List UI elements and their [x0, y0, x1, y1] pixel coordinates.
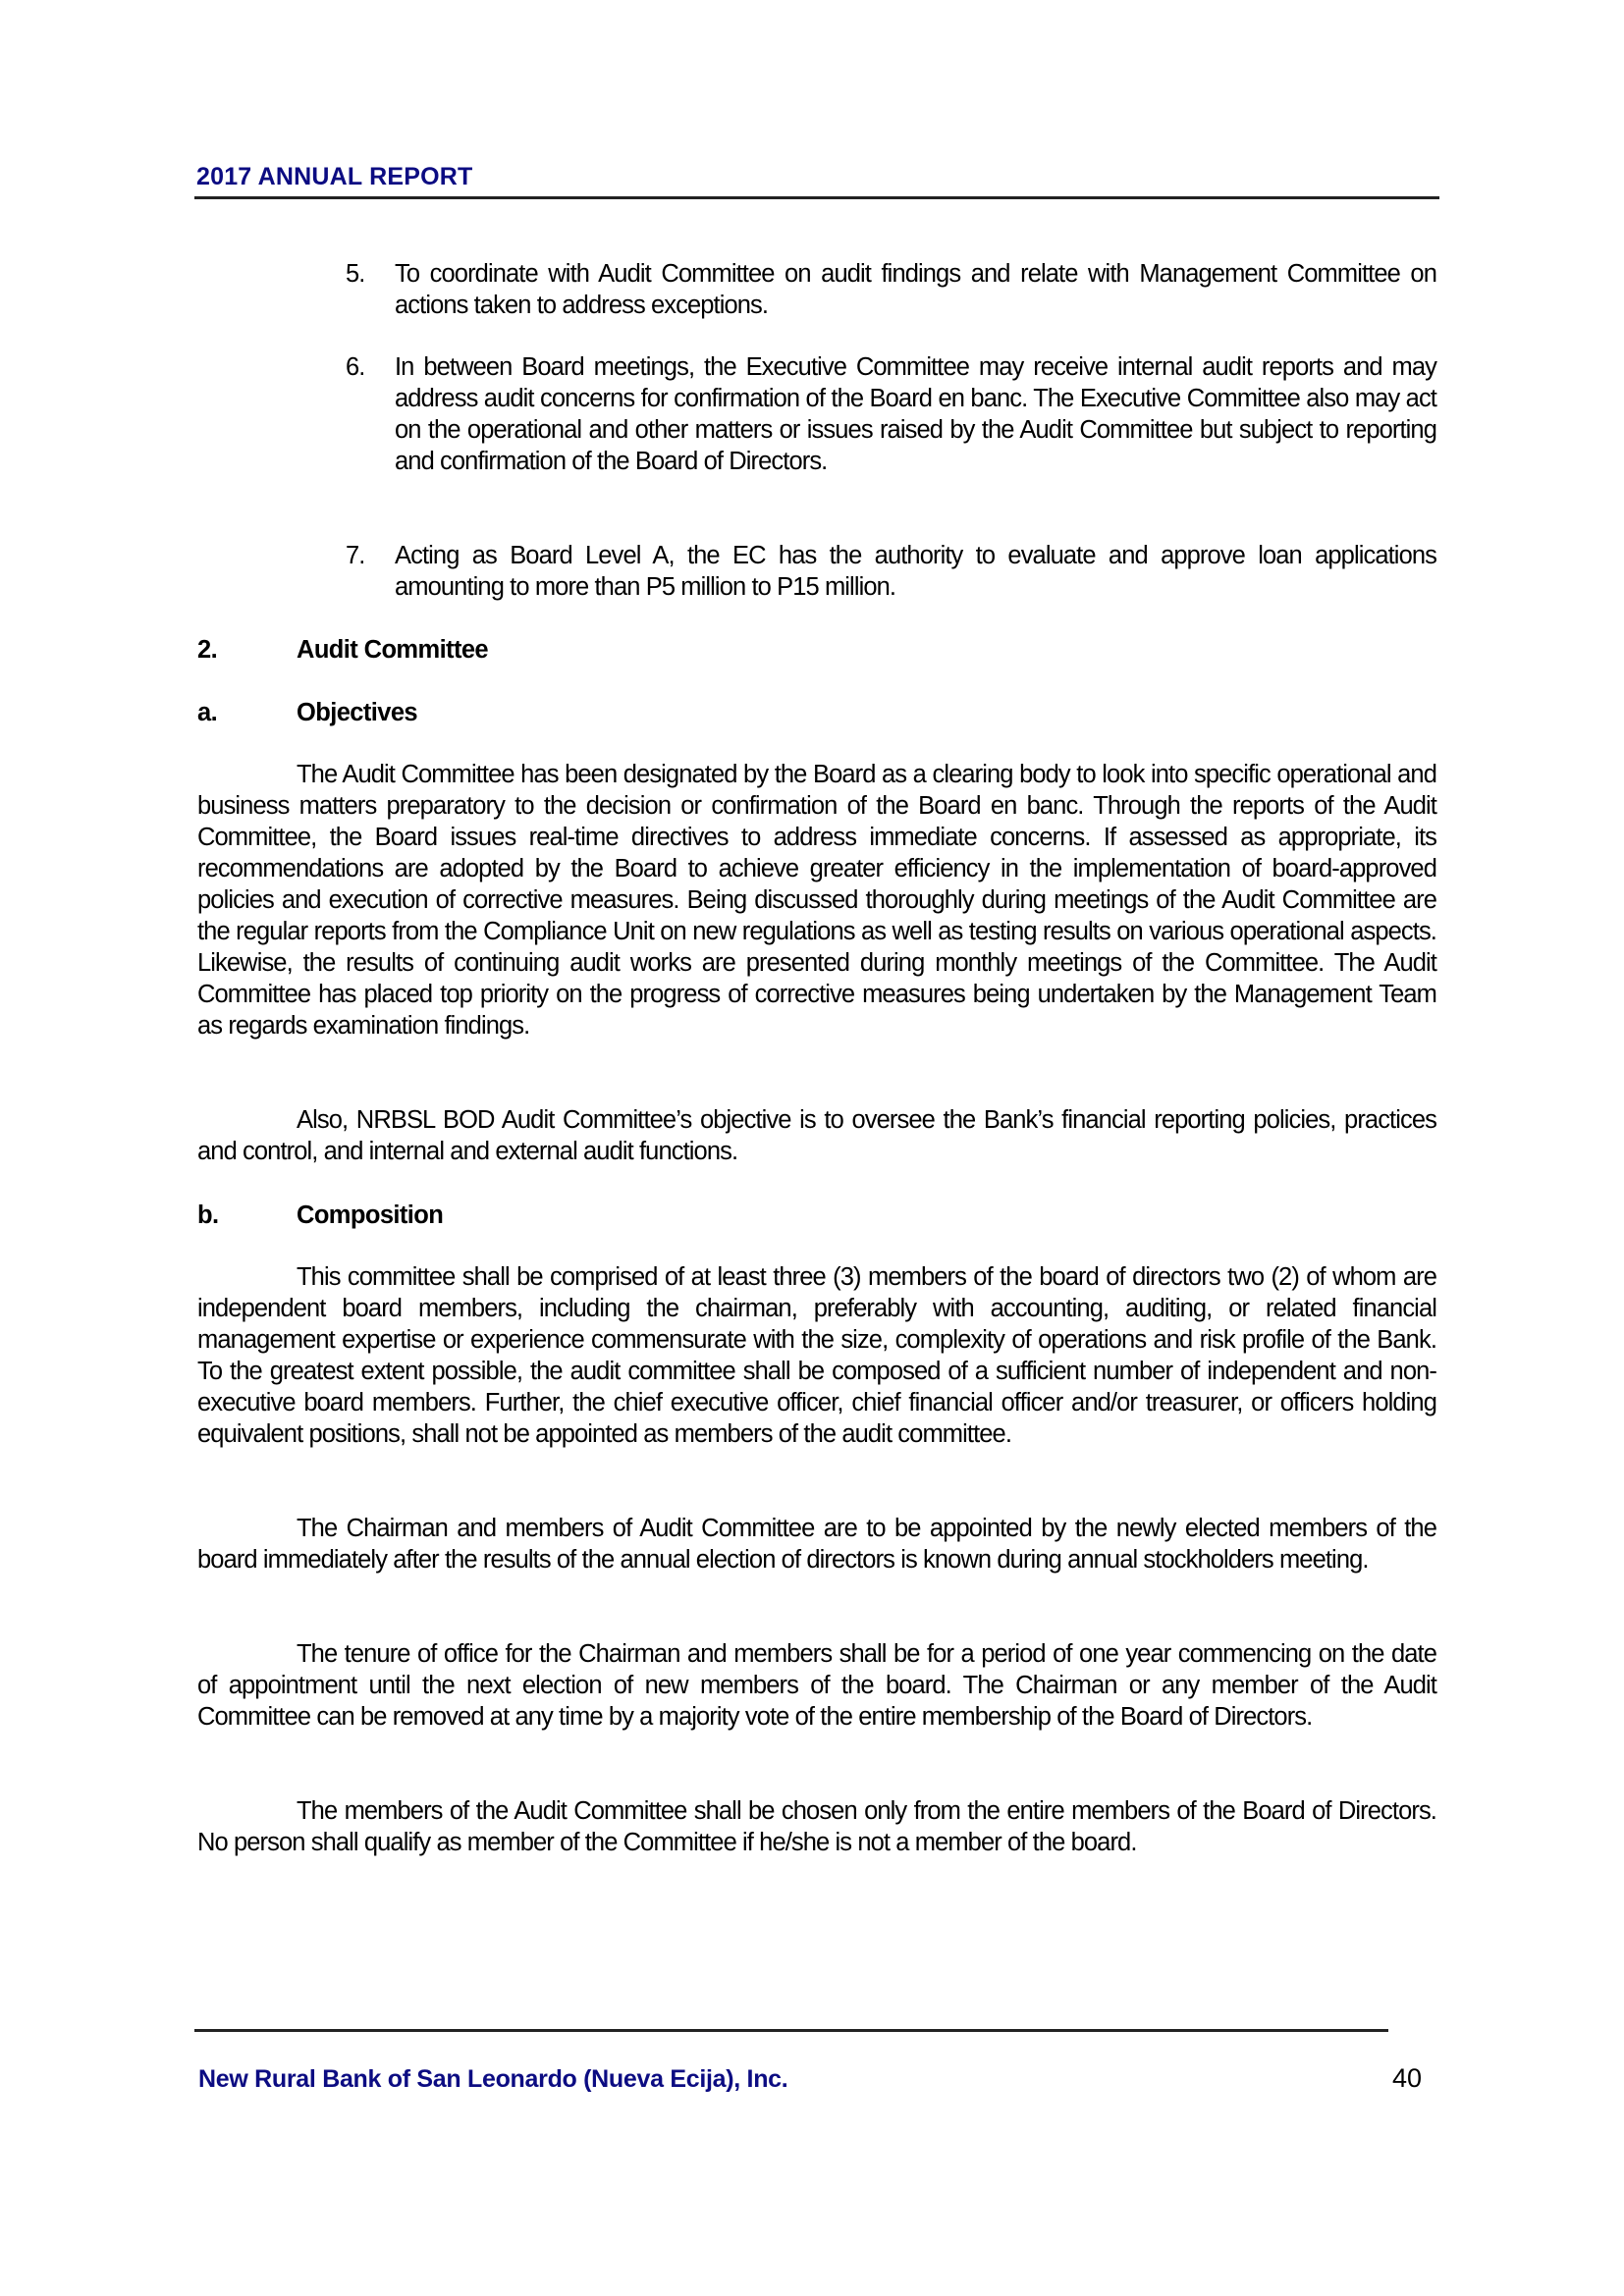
- header-divider: [194, 196, 1439, 199]
- footer-divider: [194, 2029, 1388, 2032]
- list-item-number: 7.: [346, 542, 365, 569]
- report-header-title: 2017 ANNUAL REPORT: [196, 163, 473, 190]
- paragraph-text: The members of the Audit Committee shall be chosen only from the entire members of the Board of Directors. No person shall qualify as member of the Committee if he/she is not a member of the board.: [197, 1797, 1436, 1856]
- paragraph: [197, 1795, 1436, 1858]
- paragraph: [197, 1261, 1436, 1450]
- list-item: [346, 540, 1436, 603]
- paragraph: [197, 759, 1436, 1041]
- list-item: [346, 351, 1436, 477]
- paragraph-text: The Audit Committee has been designated by the Board as a clearing body to look into specific operational and business matters preparatory to the decision or confirmation of the Board en banc. Through the reports of the Audit Committee, the Board issues real-time directives to address immediate concerns. If assessed as appropriate, its recommendations are adopted by the Board to achieve greater efficiency in the implementation of board-approved policies and execution of corrective measures. Being discussed thoroughly during meetings of the Audit Committee are the regular reports from the Compliance Unit on new regulations as well as testing results on various operational aspects. Likewise, the results of continuing audit works are presented during monthly meetings of the Committee. The Audit Committee has placed top priority on the progress of corrective measures being undertaken by the Management Team as regards examination findings.: [197, 761, 1436, 1040]
- section-title: Audit Committee: [297, 636, 489, 664]
- list-item-number: 6.: [346, 353, 365, 381]
- section-number: 2.: [197, 636, 218, 664]
- subsection-letter: b.: [197, 1201, 219, 1229]
- subsection-heading-composition: [197, 1200, 443, 1231]
- subsection-letter: a.: [197, 699, 218, 726]
- page-number: 40: [1392, 2063, 1423, 2093]
- paragraph-text: This committee shall be comprised of at least three (3) members of the board of directors two (2) of whom are independent board members, including the chairman, preferably with accounting, auditing, or related financial management expertise or experience commensurate with the size, complexity of operations and risk profile of the Bank. To the greatest extent possible, the audit committee shall be composed of a sufficient number of independent and non-executive board members. Further, the chief executive officer, chief financial officer and/or treasurer, or officers holding equivalent positions, shall not be appointed as members of the audit committee.: [197, 1263, 1436, 1448]
- subsection-title: Objectives: [297, 699, 417, 726]
- footer-company-name: New Rural Bank of San Leonardo (Nueva Ecija), Inc.: [198, 2065, 788, 2093]
- paragraph-text: The Chairman and members of Audit Committee are to be appointed by the newly elected members of the board immediately after the results of the annual election of directors is known during annual stockholders meeting.: [197, 1515, 1436, 1574]
- subsection-title: Composition: [297, 1201, 444, 1229]
- section-heading: [197, 634, 488, 666]
- list-item-text: Acting as Board Level A, the EC has the authority to evaluate and approve loan applications amounting to more than P5 million to P15 million.: [395, 542, 1436, 601]
- list-item: [346, 258, 1436, 321]
- list-item-text: To coordinate with Audit Committee on audit findings and relate with Management Committee on actions taken to address exceptions.: [395, 260, 1436, 319]
- paragraph-text: Also, NRBSL BOD Audit Committee’s objective is to oversee the Bank’s financial reporting policies, practices and control, and internal and external audit functions.: [197, 1106, 1436, 1165]
- list-item-text: In between Board meetings, the Executive Committee may receive internal audit reports and may address audit concerns for confirmation of the Board en banc. The Executive Committee also may act on the operational and other matters or issues raised by the Audit Committee but subject to reporting and confirmation of the Board of Directors.: [395, 353, 1436, 475]
- paragraph: [197, 1513, 1436, 1575]
- subsection-heading-objectives: [197, 697, 417, 728]
- paragraph: [197, 1638, 1436, 1733]
- paragraph: [197, 1104, 1436, 1167]
- paragraph-text: The tenure of office for the Chairman and members shall be for a period of one year commencing on the date of appointment until the next election of new members of the board. The Chairman or any member of the Audit Committee can be removed at any time by a majority vote of the entire membership of the Board of Directors.: [197, 1640, 1436, 1731]
- list-item-number: 5.: [346, 260, 365, 288]
